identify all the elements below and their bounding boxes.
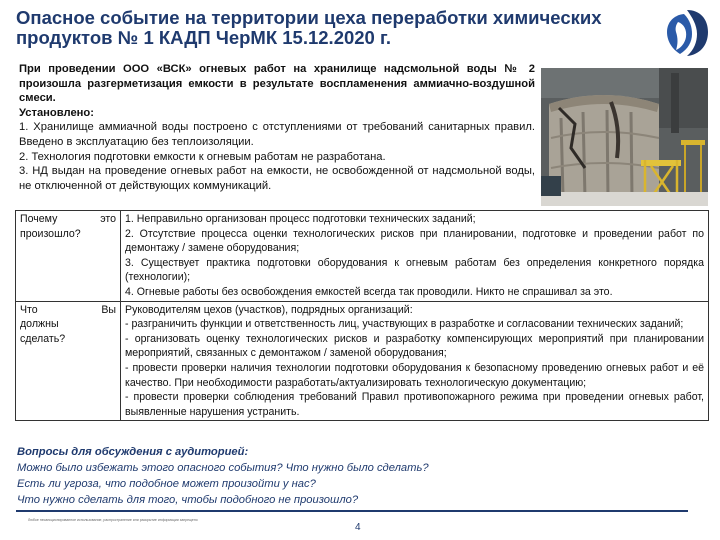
page-title: Опасное событие на территории цеха переработки химических продуктов № 1 КАДП ЧерМК 15.12.2020 г.	[16, 7, 602, 48]
finding-item: 1. Хранилище аммиачной воды построено с отступлениями от требований санитарных правил. Введено в эксплуатацию без теплоизоляции.	[19, 121, 535, 148]
footer-divider	[16, 510, 688, 512]
answer-cell	[121, 301, 709, 421]
table-row	[16, 211, 709, 302]
incident-lead: При проведении ООО «ВСК» огневых работ на хранилище надсмольной воды № 2 произошла разгерметизация емкости в результате воспламенения аммиачно-воздушной смеси.	[19, 63, 535, 105]
answer-item: - организовать оценку технологических рисков и разработку компенсирующих мероприятий при планировании мероприятий, связанных с демонтажом / заменой оборудования;	[125, 332, 704, 360]
finding-item: 2. Технология подготовки емкости к огневым работам не разработана.	[19, 150, 386, 163]
question-cell	[16, 301, 121, 421]
answer-item: 2. Отсутствие процесса оценки технологических рисков при планировании, подготовке и проведении работ по демонтажу / замене оборудования;	[125, 227, 704, 255]
answer-cell	[121, 211, 709, 302]
established-heading: Установлено:	[19, 106, 94, 119]
discussion-question: Что нужно сделать для того, чтобы подобного не произошло?	[17, 494, 359, 506]
answer-item: - разграничить функции и ответственность лиц, участвующих в разработке и согласовании технических заданий;	[125, 318, 684, 331]
answer-item: 1. Неправильно организован процесс подготовки технических заданий;	[125, 213, 476, 225]
discussion-questions	[17, 444, 617, 508]
finding-item: 3. НД выдан на проведение огневых работ на емкости, не освобожденной от надсмольной воды, не отключенной от действующих коммуникаций.	[19, 165, 535, 192]
incident-description	[19, 62, 535, 193]
question-line: Почему это	[20, 213, 116, 225]
company-logo-icon	[664, 8, 710, 58]
question-line: Что Вы	[20, 303, 116, 316]
discussion-question: Есть ли угроза, что подобное может произойти у нас?	[17, 478, 316, 490]
answer-item: Руководителям цехов (участков), подрядных организаций:	[125, 303, 413, 316]
question-line: произошло?	[20, 227, 81, 240]
answer-item: 4. Огневые работы без освобождения емкостей всегда так проводили. Никто не спрашивал за это.	[125, 285, 613, 298]
discussion-question: Можно было избежать этого опасного события? Что нужно было сделать?	[17, 462, 429, 474]
answer-item: 3. Существует практика подготовки оборудования к огневым работам без определения конкретного порядка (технологии);	[125, 256, 704, 284]
question-line: сделать?	[20, 332, 66, 345]
table-row	[16, 301, 709, 421]
incident-photo	[541, 68, 708, 206]
discussion-heading: Вопросы для обсуждения с аудиторией:	[17, 446, 249, 458]
question-cell	[16, 211, 121, 302]
answer-item: - провести проверки соблюдения требований Правил противопожарного режима при проведении огневых работ, выявленные нарушения устранить.	[125, 391, 704, 418]
analysis-table	[15, 210, 709, 421]
question-line: должны	[20, 318, 59, 331]
answer-item: - провести проверки наличия технологии подготовки оборудования к безопасному проведению огневых работ и её качество. При необходимости разработать/актуализировать технологическую документацию;	[125, 361, 704, 389]
page-number: 4	[355, 522, 361, 533]
footer-note: Любое несанкционированное использование, распространение или раскрытие информации запрещено	[28, 518, 198, 522]
